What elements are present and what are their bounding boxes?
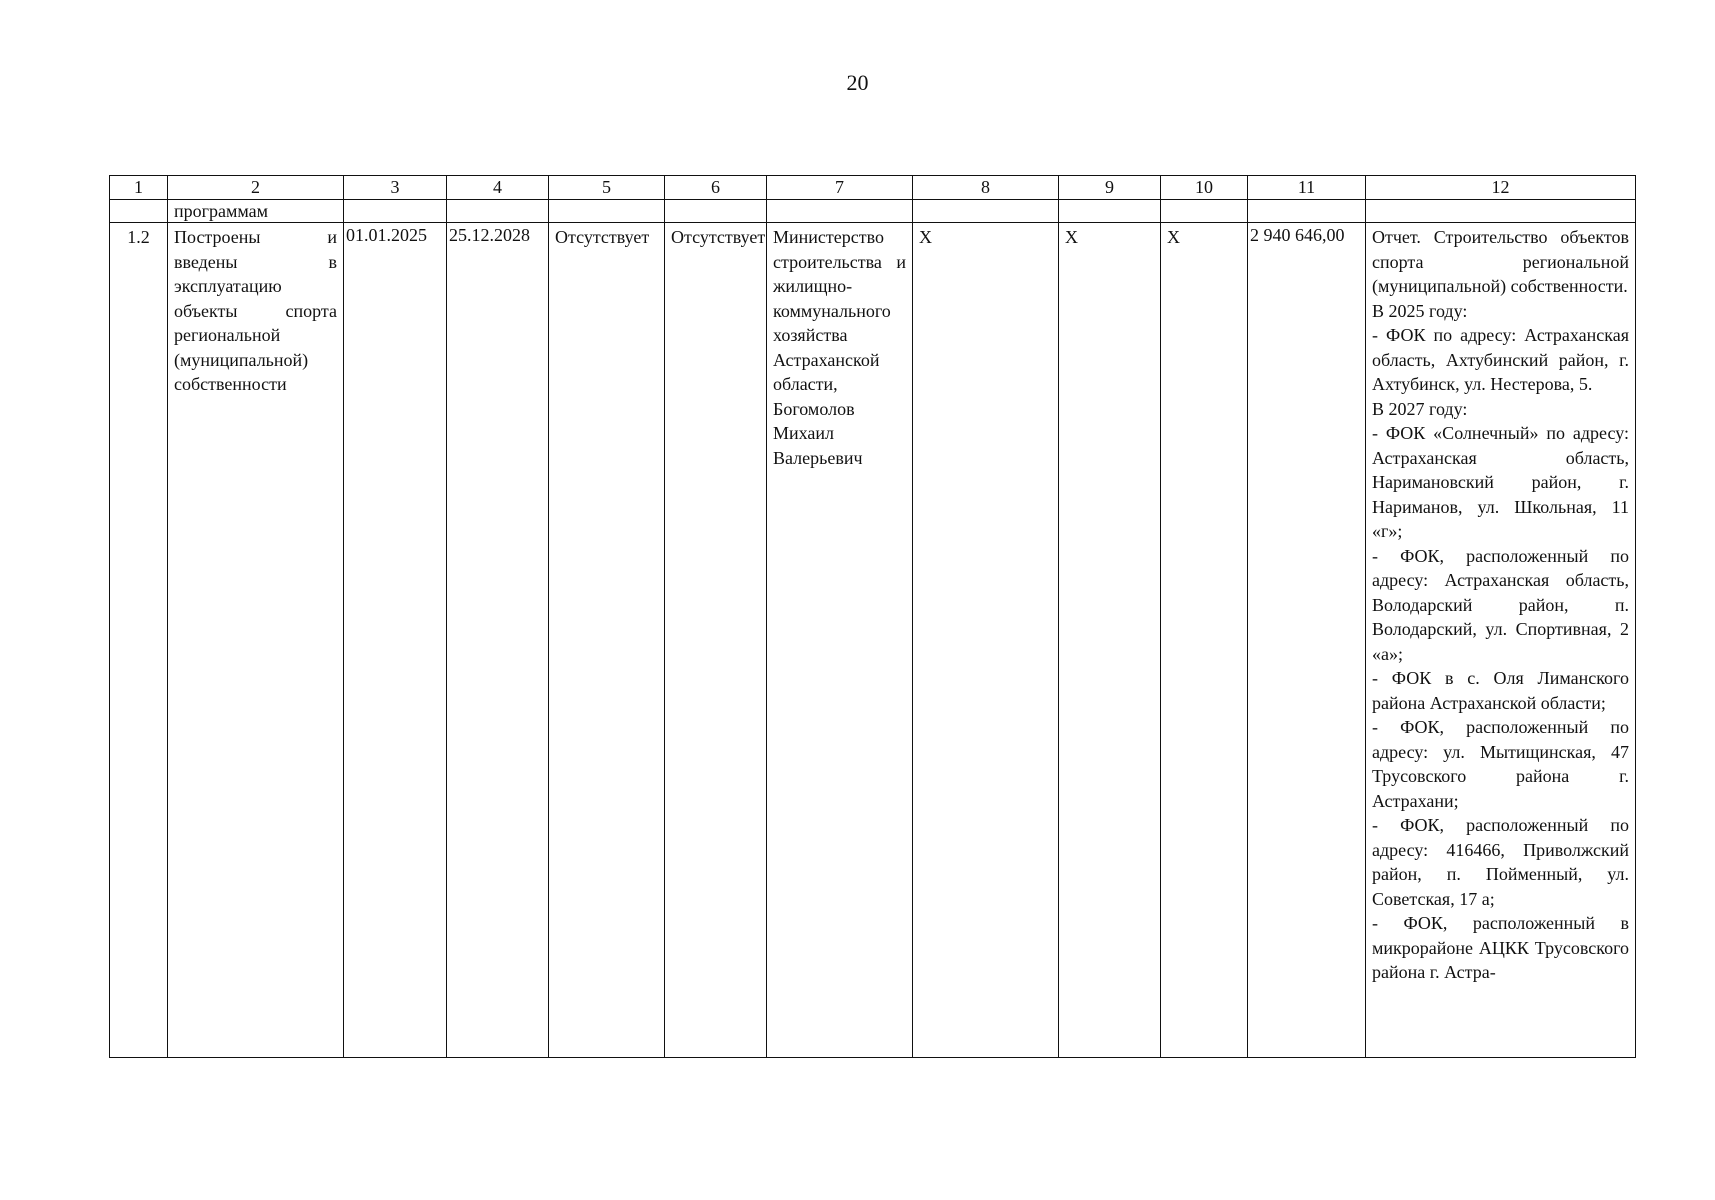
amount-value: 2 940 646,00 xyxy=(1248,223,1366,1058)
header-cell: 6 xyxy=(665,176,767,200)
header-cell: 5 xyxy=(549,176,665,200)
header-cell: 4 xyxy=(447,176,549,200)
header-cell: 1 xyxy=(110,176,168,200)
report-item: - ФОК, расположенный по адресу: 416466, Приволжский район, п. Пойменный, ул. Советская, 17 а; xyxy=(1372,815,1629,909)
continuation-row xyxy=(110,200,1636,223)
report-item: - ФОК, расположенный по адресу: ул. Мытищинская, 47 Трусовского района г. Астрахани; xyxy=(1372,717,1629,811)
header-cell: 8 xyxy=(913,176,1059,200)
header-row xyxy=(110,176,1636,200)
report-item: - ФОК по адресу: Астраханская область, Ахтубинский район, г. Ахтубинск, ул. Нестерова, 5. xyxy=(1372,325,1629,394)
cell xyxy=(1059,200,1161,223)
header-cell: 12 xyxy=(1366,176,1636,200)
result-name: Построены и введены в эксплуатацию объекты спорта региональной (муниципальной) собственности xyxy=(168,223,344,1058)
header-cell: 3 xyxy=(344,176,447,200)
column-8-value: Х xyxy=(913,223,1059,1058)
report-item: - ФОК в с. Оля Лиманского района Астраханской области; xyxy=(1372,668,1629,713)
cell xyxy=(344,200,447,223)
header-cell: 7 xyxy=(767,176,913,200)
cell xyxy=(665,200,767,223)
end-date: 25.12.2028 xyxy=(447,223,549,1058)
year-2027-label: В 2027 году: xyxy=(1372,398,1468,419)
cell xyxy=(110,200,168,223)
column-9-value: Х xyxy=(1059,223,1161,1058)
row-number: 1.2 xyxy=(110,223,168,1058)
cell: программам xyxy=(168,200,344,223)
column-5-value: Отсутствует xyxy=(549,223,665,1058)
column-6-value: Отсутствует xyxy=(665,223,767,1058)
report-item: - ФОК, расположенный в микрорайоне АЦКК Трусовского района г. Астра- xyxy=(1372,913,1629,982)
report-title: Отчет. Строительство объектов спорта региональной (муниципальной) собственности. xyxy=(1372,227,1629,296)
cell xyxy=(1248,200,1366,223)
cell xyxy=(447,200,549,223)
cell xyxy=(549,200,665,223)
table-row xyxy=(110,223,1636,1058)
header-cell: 9 xyxy=(1059,176,1161,200)
start-date: 01.01.2025 xyxy=(344,223,447,1058)
cell xyxy=(1161,200,1248,223)
header-cell: 11 xyxy=(1248,176,1366,200)
cell xyxy=(767,200,913,223)
cell xyxy=(1366,200,1636,223)
header-cell: 2 xyxy=(168,176,344,200)
report-item: - ФОК «Солнечный» по адресу: Астраханская область, Наримановский район, г. Нариманов, ул. Школьная, 11 «г»; xyxy=(1372,423,1629,541)
report-description xyxy=(1366,223,1636,1058)
cell xyxy=(913,200,1059,223)
responsible-person: Министерство строительства и жилищно-коммунального хозяйства Астраханской области, Богомолов Михаил Валерьевич xyxy=(767,223,913,1058)
page-number: 20 xyxy=(846,70,869,95)
program-table xyxy=(109,175,1636,1058)
column-10-value: Х xyxy=(1161,223,1248,1058)
report-item: - ФОК, расположенный по адресу: Астраханская область, Володарский район, п. Володарский, ул. Спортивная, 2 «а»; xyxy=(1372,545,1629,664)
header-cell: 10 xyxy=(1161,176,1248,200)
year-2025-label: В 2025 году: xyxy=(1372,300,1468,321)
